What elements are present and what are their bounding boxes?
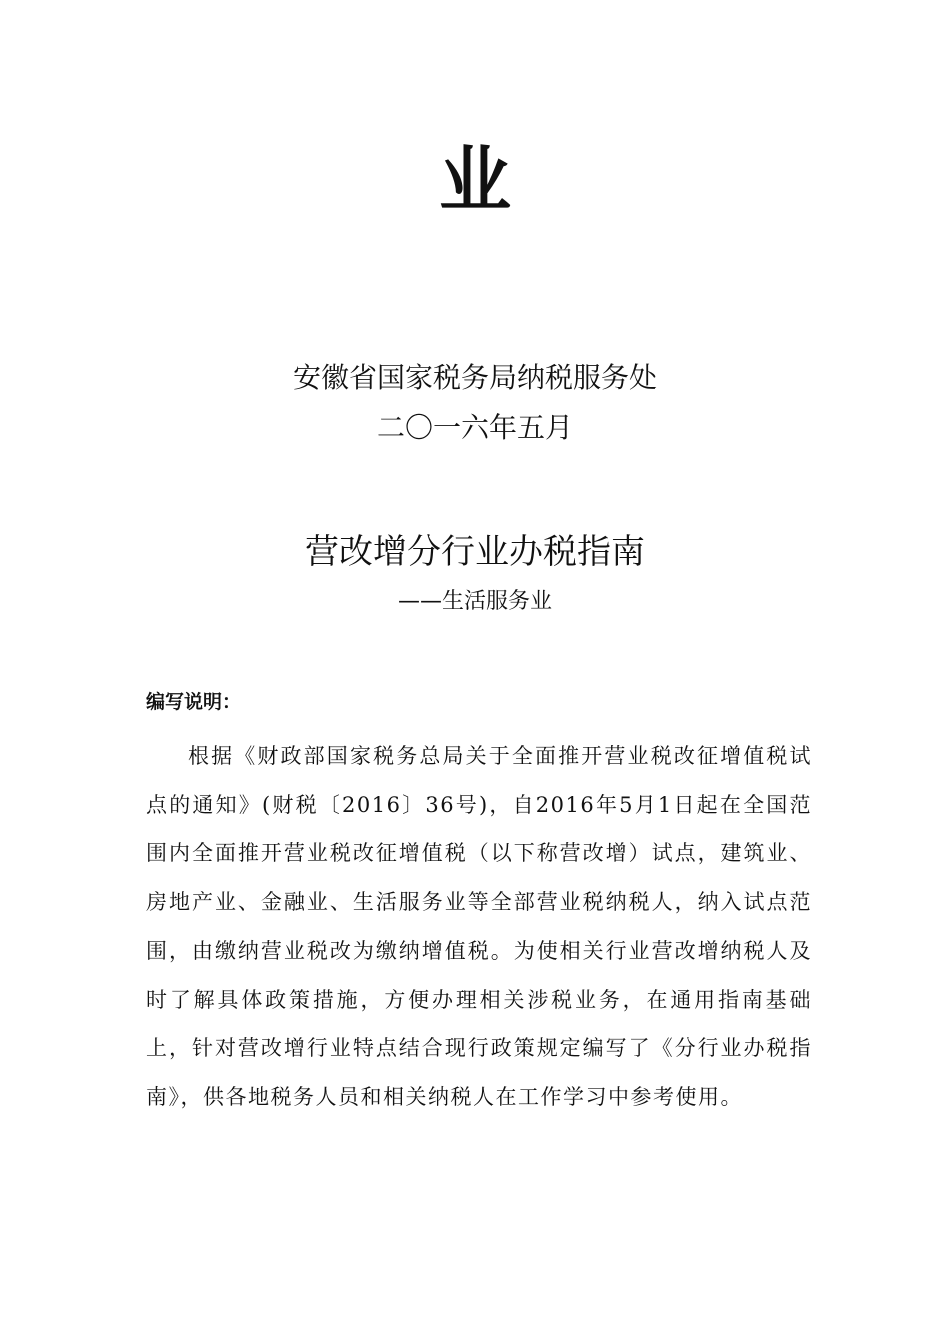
issue-date: 二〇一六年五月: [376, 411, 573, 444]
preface-body: 根据《财政部国家税务总局关于全面推开营业税改征增值税试点的通知》(财税〔2016〕36号)，自2016年5月1日起在全国范围内全面推开营业税改征增值税（以下称营改增）试点，建筑业、房地产业、金融业、生活服务业等全部营业税纳税人，纳入试点范围，由缴纳营业税改为缴纳增值税。为使相关行业营改增纳税人及时了解具体政策措施，方便办理相关涉税业务，在通用指南基础上，针对营改增行业特点结合现行政策规定编写了《分行业办税指南》，供各地税务人员和相关纳税人在工作学习中参考使用。: [146, 744, 812, 1109]
preface-heading: 编写说明：: [146, 691, 242, 713]
document-subtitle: ——生活服务业: [397, 589, 552, 614]
cover-character: 业: [438, 138, 511, 222]
issuer-name: 安徽省国家税务局纳税服务处: [292, 361, 657, 394]
document-title: 营改增分行业办税指南: [305, 532, 645, 572]
